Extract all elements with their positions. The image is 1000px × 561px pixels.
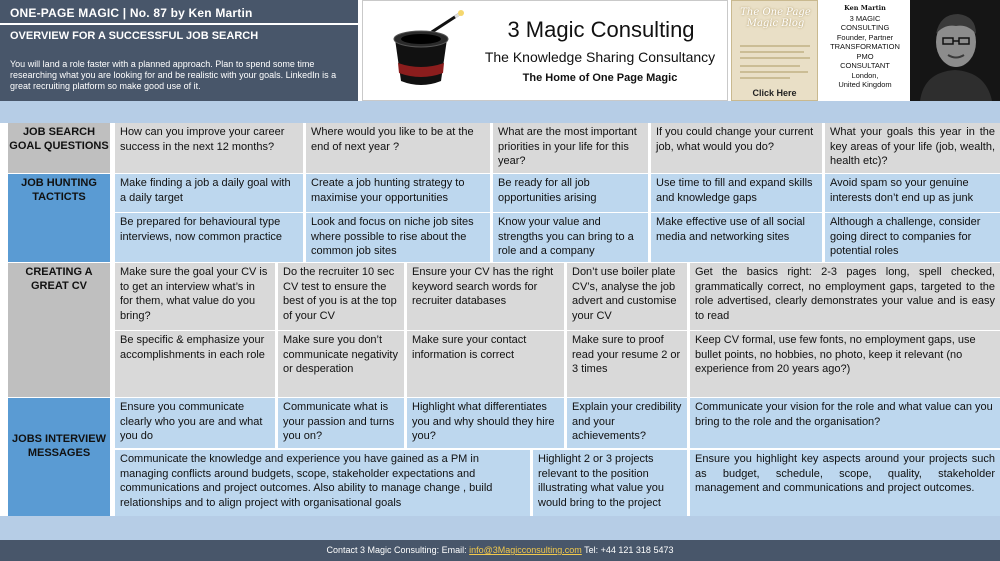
brand-banner <box>362 0 728 101</box>
header-separator-band <box>0 101 1000 123</box>
blog-title: The One Page Magic Blog <box>740 7 811 29</box>
tactic-cell: Avoid spam so your genuine interests don’t end up as junk <box>825 174 1000 212</box>
interview-messages-label: JOBS INTERVIEW MESSAGES <box>8 398 110 516</box>
interview-cell: Ensure you communicate clearly who you are and what you do <box>115 398 275 448</box>
author-signature: Ken Martin <box>844 4 886 12</box>
tactic-cell: Make finding a job a daily goal with a daily target <box>115 174 303 212</box>
goal-questions-label: JOB SEARCH GOAL QUESTIONS <box>8 123 110 173</box>
interview-cell: Communicate the knowledge and experience you have gained as a PM in managing conflicts around budgets, scope, stakeholder expectations and communications and project outcomes. Also ability to manage change , build relationships and to align project with organisational goals <box>115 450 530 516</box>
tactic-cell: Although a challenge, consider going direct to companies for potential roles <box>825 213 1000 262</box>
cv-cell: Don’t use boiler plate CV’s, analyse the job advert and customise your CV <box>567 263 687 330</box>
brand-home-line: The Home of One Page Magic <box>522 72 678 84</box>
author-line: London, <box>851 70 879 80</box>
blog-click-here-link[interactable]: Click Here <box>752 88 797 98</box>
brand-tagline: The Knowledge Sharing Consultancy <box>484 49 716 65</box>
tactic-cell: Be ready for all job opportunities arising <box>493 174 648 212</box>
job-hunting-tactics-label: JOB HUNTING TACTICTS <box>8 174 110 262</box>
author-line: PMO <box>856 51 874 61</box>
blog-text-line <box>740 71 808 73</box>
interview-cell: Communicate what is your passion and turns you on? <box>278 398 404 448</box>
author-line: United Kingdom <box>838 80 892 89</box>
cv-cell: Ensure your CV has the right keyword search words for recruiter databases <box>407 263 564 330</box>
author-card <box>822 0 908 101</box>
cv-cell: Make sure your contact information is correct <box>407 331 564 397</box>
cv-cell: Do the recruiter 10 sec CV test to ensure the best of you is at the top of your CV <box>278 263 404 330</box>
blog-text-line <box>740 65 800 67</box>
cv-cell: Make sure the goal your CV is to get an interview what’s in for them, what value do you bring? <box>115 263 275 330</box>
interview-cell: Communicate your vision for the role and what value can you bring to the role and the organisation? <box>690 398 1000 448</box>
brand-name: 3 Magic Consulting <box>507 17 695 42</box>
cv-cell: Be specific & emphasize your accomplishments in each role <box>115 331 275 397</box>
interview-cell: Explain your credibility and your achievements? <box>567 398 687 448</box>
cv-cell: Keep CV formal, use few fonts, no employment gaps, use bullet points, no hobbies, no photo, keep it relevant (no experience from 20 years ago?) <box>690 331 1000 397</box>
author-line: CONSULTING <box>840 23 890 32</box>
header-panel <box>0 0 358 101</box>
contact-email-link[interactable]: info@3Magicconsulting.com <box>469 545 582 555</box>
author-line: Founder, Partner <box>836 32 894 42</box>
magic-hat-icon <box>375 9 467 97</box>
author-line: CONSULTANT <box>840 61 890 70</box>
intro-text: You will land a role faster with a planned approach. Plan to spend some time researching what you are looking for and be realistic with your goals. LinkedIn is a great recruiting platform so make good use of it. <box>10 59 337 91</box>
footer-contact <box>0 540 1000 561</box>
goal-cell: What your goals this year in the key areas of your life (job, wealth, health etc)? <box>825 123 1000 173</box>
author-photo-image <box>910 0 1000 101</box>
blog-text-line <box>740 51 804 53</box>
blog-text-line <box>740 57 810 59</box>
goal-cell: If you could change your current job, what would you do? <box>651 123 822 173</box>
footer-contact-prefix: Contact 3 Magic Consulting: Email: <box>326 545 470 555</box>
goal-cell: What are the most important priorities in your life for this year? <box>493 123 648 173</box>
footer-phone: Tel: +44 121 318 5473 <box>581 545 674 555</box>
cv-cell: Make sure to proof read your resume 2 or 3 times <box>567 331 687 397</box>
interview-cell: Ensure you highlight key aspects around your projects such as budget, schedule, scope, quality, stakeholder management and communications and project outcomes. <box>690 450 1000 516</box>
header-divider <box>0 23 358 25</box>
cv-cell: Get the basics right: 2-3 pages long, spell checked, grammatically correct, no employment gaps, targeted to the role advertised, clearly demonstrates your value and is easy to read <box>690 263 1000 330</box>
tactic-cell: Know your value and strengths you can bring to a role and a company <box>493 213 648 262</box>
series-title: ONE-PAGE MAGIC | No. 87 by Ken Martin <box>10 6 253 20</box>
tactic-cell: Be prepared for behavioural type interviews, now common practice <box>115 213 303 262</box>
tactic-cell: Make effective use of all social media and networking sites <box>651 213 822 262</box>
blog-promo[interactable] <box>731 0 818 101</box>
tactic-cell: Use time to fill and expand skills and knowledge gaps <box>651 174 822 212</box>
goal-cell: How can you improve your career success in the next 12 months? <box>115 123 303 173</box>
author-photo <box>910 0 1000 101</box>
author-line: 3 MAGIC <box>849 13 881 23</box>
footer-separator-band <box>0 516 1000 540</box>
page-title: OVERVIEW FOR A SUCCESSFUL JOB SEARCH <box>10 30 259 42</box>
interview-cell: Highlight 2 or 3 projects relevant to the position illustrating what value you would bring to the project <box>533 450 687 516</box>
creating-cv-label: CREATING A GREAT CV <box>8 263 110 397</box>
blog-text-line <box>740 45 810 47</box>
author-line: TRANSFORMATION <box>830 42 900 51</box>
interview-cell: Highlight what differentiates you and why should they hire you? <box>407 398 564 448</box>
cv-cell: Make sure you don’t communicate negativity or desperation <box>278 331 404 397</box>
tactic-cell: Create a job hunting strategy to maximise your opportunities <box>306 174 490 212</box>
tactic-cell: Look and focus on niche job sites where possible to rise about the common job sites <box>306 213 490 262</box>
blog-text-line <box>740 77 790 79</box>
goal-cell: Where would you like to be at the end of next year ? <box>306 123 490 173</box>
